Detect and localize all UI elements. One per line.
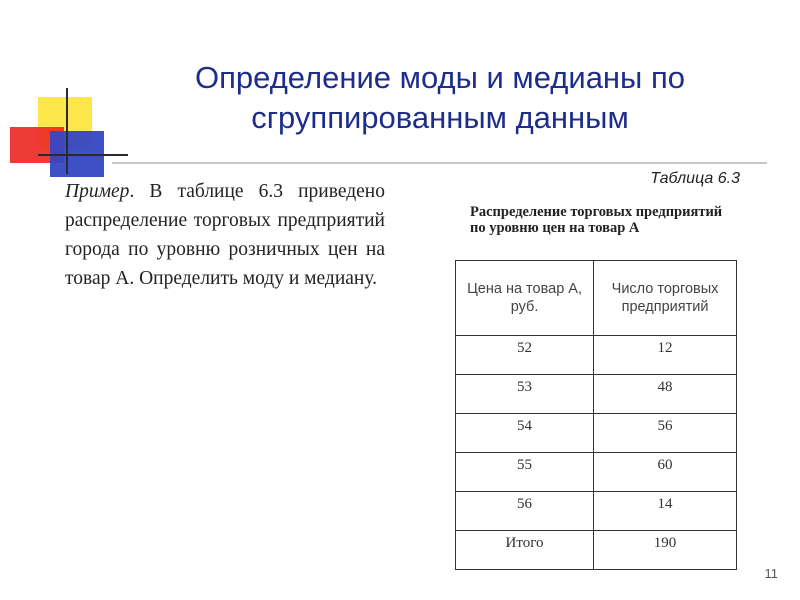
cell-count: 48 — [594, 375, 737, 414]
logo-horizontal-line — [38, 154, 128, 156]
table-row — [456, 414, 737, 453]
slide-logo-decoration — [0, 0, 130, 180]
table-header-row — [456, 261, 737, 336]
cell-price: 55 — [456, 453, 594, 492]
slide-title-line1: Определение моды и медианы по — [195, 60, 685, 95]
slide-title — [150, 58, 730, 138]
logo-vertical-line — [66, 88, 68, 174]
table-row — [456, 453, 737, 492]
cell-price: 52 — [456, 336, 594, 375]
header-count: Число торговых предприятий — [594, 261, 737, 336]
header-price: Цена на товар А, руб. — [456, 261, 594, 336]
cell-count: 56 — [594, 414, 737, 453]
cell-count: 12 — [594, 336, 737, 375]
example-text: . В таблице 6.3 приведено распределение торговых предприятий города по уровню розничных цен на товар А. Определить моду и медиану. — [65, 181, 385, 289]
cell-total-label: Итого — [456, 531, 594, 570]
slide-title-line2: сгруппированным данным — [251, 100, 629, 135]
page-number: 11 — [764, 566, 778, 581]
table-row — [456, 492, 737, 531]
table-total-row — [456, 531, 737, 570]
example-lead: Пример — [65, 181, 130, 202]
cell-price: 56 — [456, 492, 594, 531]
cell-count: 60 — [594, 453, 737, 492]
table-caption: Распределение торговых предприятий по уровню цен на товар А — [470, 204, 723, 236]
cell-count: 14 — [594, 492, 737, 531]
cell-total-count: 190 — [594, 531, 737, 570]
example-paragraph — [65, 177, 385, 293]
table-number: Таблица 6.3 — [650, 170, 740, 187]
title-divider — [112, 162, 767, 164]
table-row — [456, 375, 737, 414]
cell-price: 54 — [456, 414, 594, 453]
cell-price: 53 — [456, 375, 594, 414]
price-distribution-table — [455, 260, 737, 570]
table-row — [456, 336, 737, 375]
